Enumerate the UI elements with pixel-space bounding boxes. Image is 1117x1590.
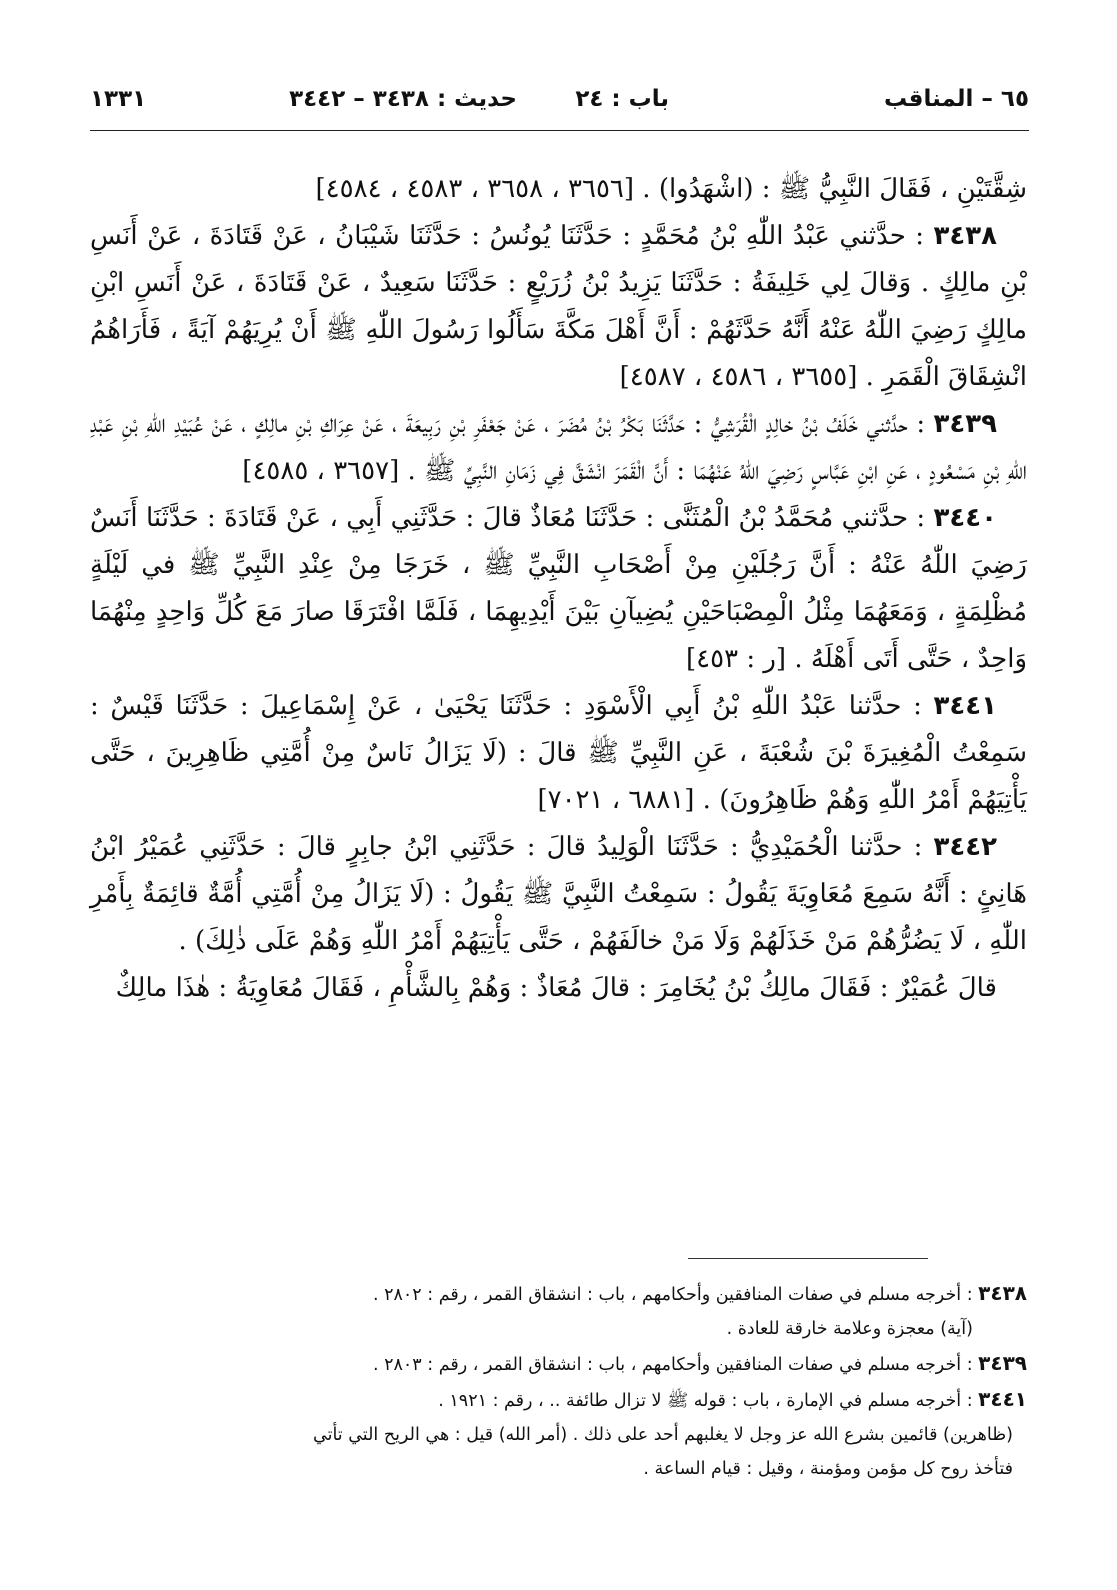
hadith-text: : حدَّثنا عَبْدُ اللّٰهِ بْنُ أَبِي الْأَسْوَدِ : حَدَّثَنَا يَحْيَىٰ ، عَنْ إِسْمَاعِيلَ : حَدَّثَنَا قَيْسٌ : سَمِعْتُ الْمُغِيرَةَ بْنَ شُعْبَةَ ، عَنِ النَّبِيِّ ﷺ قالَ : (لَا يَزَالُ نَاسٌ مِنْ أُمَّتِي ظَاهِرِينَ ، حَتَّى يَأْتِيَهُمْ أَمْرُ اللّٰهِ وَهُمْ ظَاهِرُونَ) . [٦٨٨١ ، ٧٠٢١]: [90, 691, 1027, 815]
paragraph-text: شِقَّتَيْنِ ، فَقَالَ النَّبِيُّ ﷺ : (اشْهَدُوا) . [٣٦٥٦ ، ٣٦٥٨ ، ٤٥٨٣ ، ٤٥٨٤]: [315, 174, 1027, 204]
paragraph-continuation: [90, 166, 1027, 213]
hadith-number: ٣٤٣٨: [933, 221, 997, 251]
page-number: ١٣٣١: [90, 86, 147, 112]
hadith-number: ٣٤٤٠: [933, 503, 997, 533]
bab-number: باب : ٢٤: [575, 86, 669, 112]
running-header: [90, 78, 1029, 128]
hadith-text: : حدَّثنا الْحُمَيْدِيُّ : حَدَّثَنَا الْوَلِيدُ قالَ : حَدَّثَنِي ابْنُ جابِرٍ قالَ : حَدَّثَنِي عُمَيْرُ ابْنُ هَانِئٍ : أَنَّهُ سَمِعَ مُعَاوِيَةَ يَقُولُ : سَمِعْتُ النَّبِيَّ ﷺ يَقُولُ : (لَا يَزَالُ مِنْ أُمَّتِي أُمَّةٌ قائِمَةٌ بِأَمْرِ اللّٰهِ ، لَا يَضُرُّهُمْ مَنْ خَذَلَهُمْ وَلَا مَنْ خالَفَهُمْ ، حَتَّى يَأْتِيَهُمْ أَمْرُ اللّٰهِ وَهُمْ عَلَى ذٰلِكَ) .: [90, 832, 1027, 956]
hadith-text: : حدَّثني خَلَفُ بْنُ خالِدٍ الْقُرَشِيُّ : حَدَّثَنَا بَكْرُ بْنُ مُضَرَ ، عَنْ جَعْفَرِ بْنِ رَبِيعَةَ ، عَنْ عِرَاكِ بْنِ مالِكٍ ، عَنْ عُبَيْدِ اللّٰهِ بْنِ عَبْدِ اللّٰهِ بْنِ مَسْعُودٍ ، عَنِ ابْنِ عَبَّاسٍ رَضِيَ اللّٰهُ عَنْهُمَا : أَنَّ الْقَمَرَ انْشَقَّ فِي زَمَانِ النَّبِيِّ ﷺ . [٣٦٥٧ ، ٤٥٨٥]: [90, 409, 1027, 486]
footnote-3441: [90, 1382, 1027, 1418]
footnote-number: ٣٤٣٩: [978, 1351, 1027, 1375]
hadith-text: : حدَّثني عَبْدُ اللّٰهِ بْنُ مُحَمَّدٍ : حَدَّثَنَا يُونُسُ : حَدَّثَنَا شَيْبَانُ ، عَنْ قَتَادَةَ ، عَنْ أَنَسِ بْنِ مالِكٍ . وَقالَ لِي خَلِيفَةُ : حَدَّثَنَا يَزِيدُ بْنُ زُرَيْعٍ : حَدَّثَنَا سَعِيدٌ ، عَنْ قَتَادَةَ ، عَنْ أَنَسِ ابْنِ مالِكٍ رَضِيَ اللّٰهُ عَنْهُ أَنَّهُ حَدَّثَهُمْ : أَنَّ أَهْلَ مَكَّةَ سَأَلُوا رَسُولَ اللّٰهِ ﷺ أَنْ يُرِيَهُمْ آيَةً ، فَأَرَاهُمُ انْشِقَاقَ الْقَمَرِ . [٣٦٥٥ ، ٤٥٨٦ ، ٤٥٨٧]: [90, 221, 1027, 392]
footnote-number: ٣٤٣٨: [978, 1281, 1027, 1305]
footnote-gloss: [90, 1418, 1027, 1452]
footnote-gloss: [90, 1312, 1027, 1346]
hadith-3438: [90, 213, 1027, 401]
footnote-3439: [90, 1346, 1027, 1382]
hadith-3441: [90, 683, 1027, 824]
book-chapter-title: ٦٥ – المناقب: [884, 86, 1029, 112]
hadith-text: : حدَّثني مُحَمَّدُ بْنُ الْمُثَنَّى : حَدَّثَنَا مُعَاذٌ قالَ : حَدَّثَنِي أَبِي ، عَنْ قَتَادَةَ : حَدَّثَنَا أَنَسٌ رَضِيَ اللّٰهُ عَنْهُ : أَنَّ رَجُلَيْنِ مِنْ أَصْحَابِ النَّبِيِّ ﷺ ، خَرَجَا مِنْ عِنْدِ النَّبِيِّ ﷺ في لَيْلَةٍ مُظْلِمَةٍ ، وَمَعَهُمَا مِثْلُ الْمِصْبَاحَيْنِ يُضِيآنِ بَيْنَ أَيْدِيهِمَا ، فَلَمَّا افْتَرَقَا صارَ مَعَ كُلِّ وَاحِدٍ مِنْهُمَا وَاحِدٌ ، حَتَّى أَتَى أَهْلَهُ . [ر : ٤٥٣]: [90, 503, 1027, 674]
header-divider: [90, 130, 1029, 131]
footnote-text: (ظاهرين) قائمين بشرع الله عز وجل لا يغلبهم أحد على ذلك . (أمر الله) قيل : هي الريح التي تأتي: [312, 1425, 1013, 1445]
hadith-number: ٣٤٤١: [933, 691, 997, 721]
main-text: [90, 166, 1027, 1012]
hadith-number: ٣٤٤٢: [933, 832, 997, 862]
footnote-text: فتأخذ روح كل مؤمن ومؤمنة ، وقيل : قيام الساعة .: [643, 1459, 1013, 1479]
hadith-3442-continuation: [90, 965, 1027, 1012]
hadith-range: حديث : ٣٤٣٨ – ٣٤٤٢: [289, 86, 517, 112]
hadith-3439: [90, 401, 1027, 495]
paragraph-text: قالَ عُمَيْرٌ : فَقَالَ مالِكُ بْنُ يُخَامِرَ : قالَ مُعَاذٌ : وَهُمْ بِالشَّأْمِ ، فَقَالَ مُعَاوِيَةُ : هٰذَا مالِكٌ: [115, 973, 997, 1003]
footnote-text: : أخرجه مسلم في صفات المنافقين وأحكامهم ، باب : انشقاق القمر ، رقم : ٢٨٠٣ .: [372, 1355, 979, 1375]
footnote-3438: [90, 1276, 1027, 1312]
footnotes: [90, 1276, 1027, 1486]
footnote-divider: [688, 1258, 928, 1259]
footnote-text: : أخرجه مسلم في الإمارة ، باب : قوله ﷺ لا تزال طائفة .. ، رقم : ١٩٢١ .: [438, 1391, 979, 1411]
footnote-gloss: [90, 1452, 1027, 1486]
footnote-text: : أخرجه مسلم في صفات المنافقين وأحكامهم ، باب : انشقاق القمر ، رقم : ٢٨٠٢ .: [372, 1285, 979, 1305]
footnote-number: ٣٤٤١: [978, 1387, 1027, 1411]
hadith-3440: [90, 495, 1027, 683]
hadith-number: ٣٤٣٩: [933, 409, 997, 439]
footnote-text: (آية) معجزة وعلامة خارقة للعادة .: [726, 1319, 973, 1339]
hadith-3442: [90, 824, 1027, 965]
